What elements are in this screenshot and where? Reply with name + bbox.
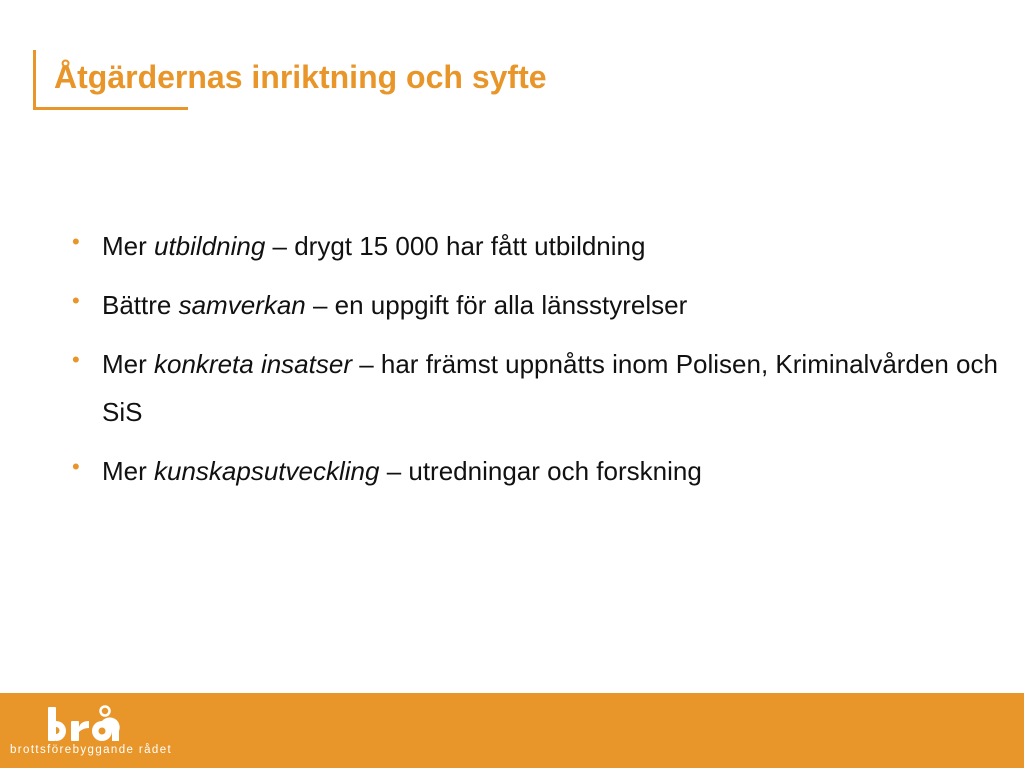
bullet-prefix: Mer [102,231,154,261]
bullet-prefix: Mer [102,456,154,487]
bullet-suffix: – drygt 15 000 har fått utbildning [265,231,646,261]
title-bracket-vertical [33,50,36,110]
logo-tagline: brottsförebyggande rådet [10,744,173,756]
bullet-suffix: – en uppgift för alla länsstyrelser [305,290,688,321]
bullet-dot-icon: • [72,454,80,480]
bullet-item [72,340,1002,436]
bullet-dot-icon: • [72,288,80,314]
bullet-item [72,447,1002,495]
title-bracket-horizontal [33,107,188,110]
bullet-dot-icon: • [72,347,80,373]
bullet-emphasis: konkreta insatser [154,349,352,380]
bullet-prefix: Bättre [102,290,179,321]
bullet-emphasis: kunskapsutveckling [154,456,380,487]
bullet-suffix: – utredningar och forskning [379,456,702,487]
slide-title: Åtgärdernas inriktning och syfte [54,59,547,95]
bullet-item [72,281,1002,329]
bullet-prefix: Mer [102,349,154,380]
bullet-suffix: – har främst uppnåtts inom Polisen, Kriminalvården och SiS [102,349,998,428]
bullet-emphasis: utbildning [154,231,266,261]
bullet-emphasis: samverkan [178,290,306,321]
bullet-dot-icon: • [72,229,80,254]
bullet-item [72,222,1002,270]
bullet-list [72,222,1002,506]
